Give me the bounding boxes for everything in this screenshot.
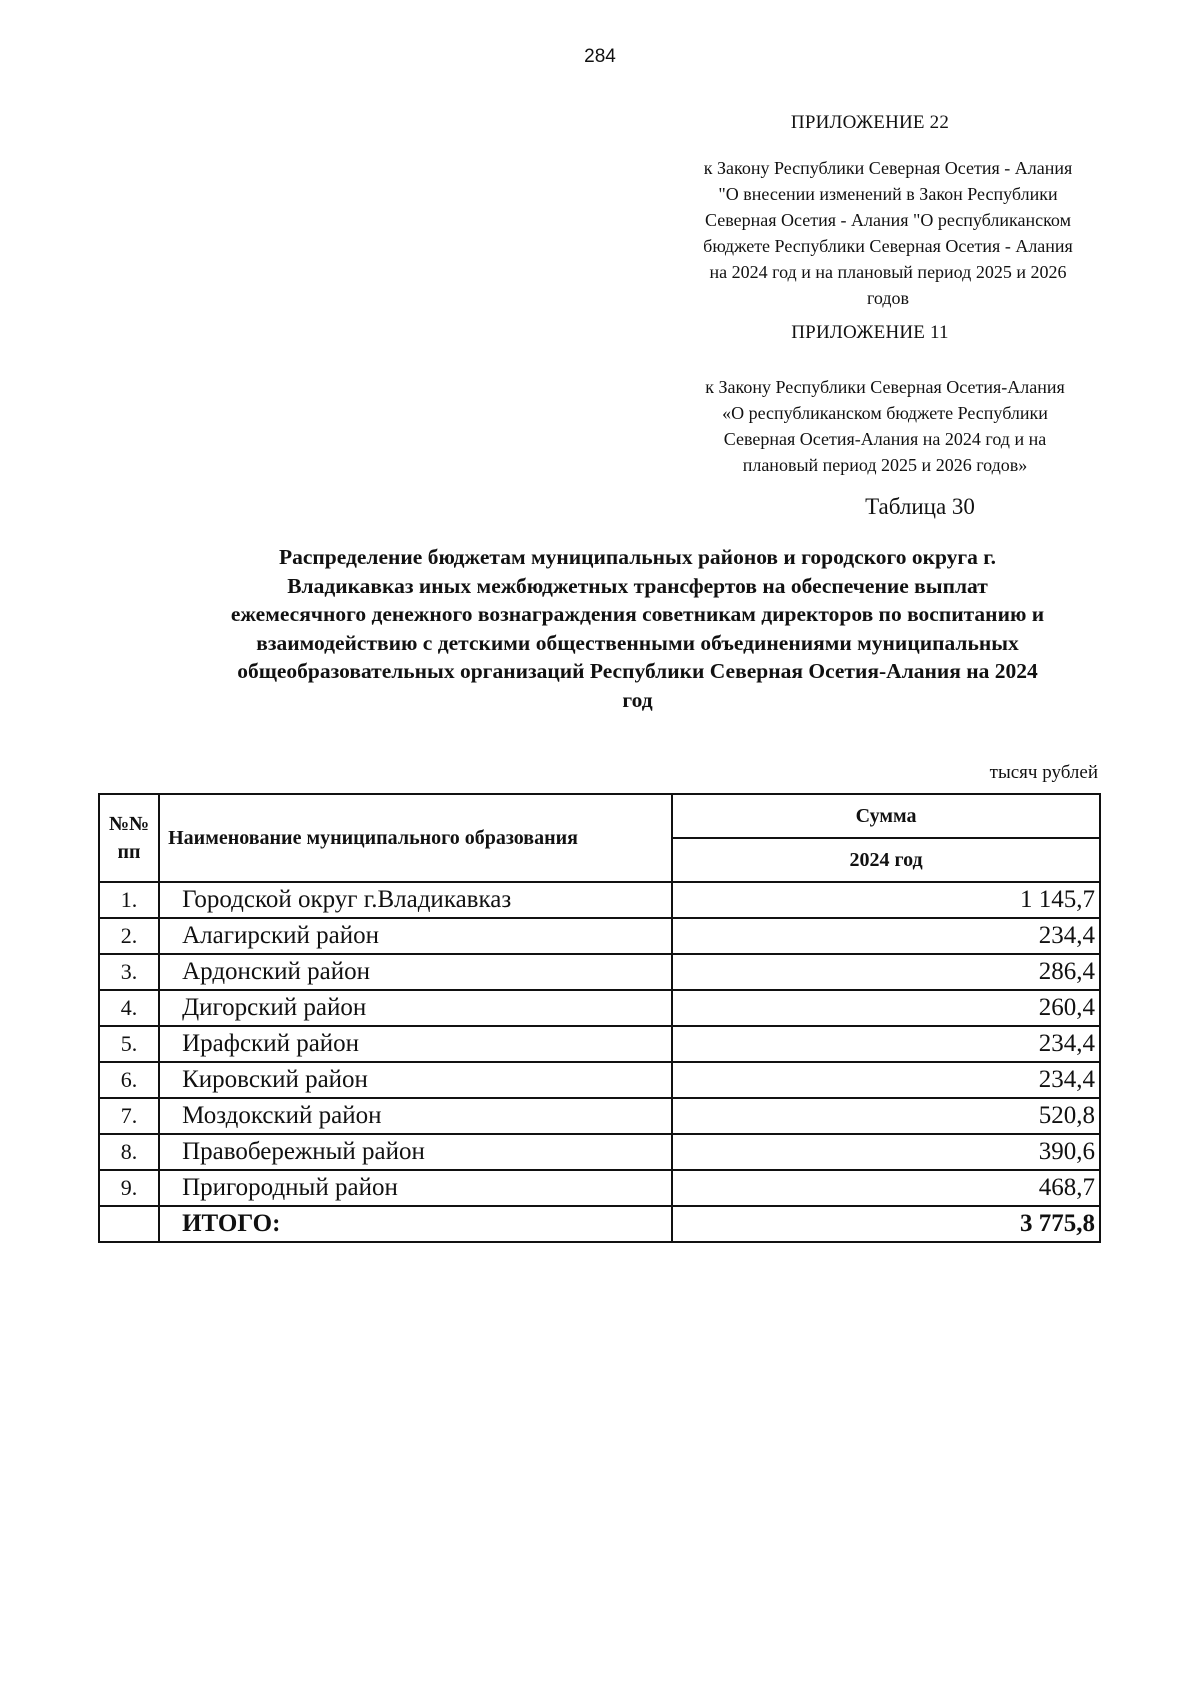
table-row xyxy=(99,1026,1100,1062)
table-row xyxy=(99,918,1100,954)
table-row xyxy=(99,1098,1100,1134)
row-value: 468,7 xyxy=(672,1170,1100,1206)
total-row xyxy=(99,1206,1100,1242)
header-name: Наименование муниципального образования xyxy=(159,794,672,882)
table-number: Таблица 30 xyxy=(865,494,975,519)
title-line: Владикавказ иных межбюджетных трансфертов на обеспечение выплат xyxy=(287,573,988,598)
row-number: 4. xyxy=(99,990,159,1026)
row-value: 234,4 xyxy=(672,918,1100,954)
total-label: ИТОГО: xyxy=(159,1206,672,1242)
table-row xyxy=(99,1170,1100,1206)
row-value: 1 145,7 xyxy=(672,882,1100,918)
table-row xyxy=(99,954,1100,990)
page-number: 284 xyxy=(584,46,616,67)
row-value: 234,4 xyxy=(672,1062,1100,1098)
row-value: 390,6 xyxy=(672,1134,1100,1170)
appendix-22-line: к Закону Республики Северная Осетия - Алания xyxy=(703,158,1073,178)
row-name: Пригородный район xyxy=(159,1170,672,1206)
row-number: 5. xyxy=(99,1026,159,1062)
header-sum: Сумма xyxy=(672,794,1100,838)
row-name: Кировский район xyxy=(159,1062,672,1098)
row-name: Городской округ г.Владикавказ xyxy=(159,882,672,918)
row-number: 9. xyxy=(99,1170,159,1206)
appendix-11-line: Северная Осетия-Алания на 2024 год и на xyxy=(723,429,1047,449)
appendix-22-line: годов xyxy=(866,288,910,308)
row-name: Алагирский район xyxy=(159,918,672,954)
total-row-number xyxy=(99,1206,159,1242)
row-name: Ирафский район xyxy=(159,1026,672,1062)
row-number: 7. xyxy=(99,1098,159,1134)
appendix-11-line: плановый период 2025 и 2026 годов» xyxy=(742,455,1028,475)
row-number: 3. xyxy=(99,954,159,990)
row-name: Ардонский район xyxy=(159,954,672,990)
units-label: тысяч рублей xyxy=(989,762,1098,783)
appendix-22-line: на 2024 год и на плановый период 2025 и 2026 xyxy=(709,262,1067,282)
header-number xyxy=(99,794,159,882)
row-name: Моздокский район xyxy=(159,1098,672,1134)
header-year: 2024 год xyxy=(672,838,1100,882)
title-line: Распределение бюджетам муниципальных районов и городского округа г. xyxy=(278,545,997,569)
appendix-22-line: Северная Осетия - Алания "О республиканском xyxy=(705,210,1071,230)
appendix-11-heading: ПРИЛОЖЕНИЕ 11 xyxy=(791,322,949,343)
header-number-line2: пп xyxy=(117,841,141,863)
distribution-table xyxy=(98,793,1101,1243)
row-value: 260,4 xyxy=(672,990,1100,1026)
table-header-row xyxy=(99,794,1100,838)
appendix-22-heading: ПРИЛОЖЕНИЕ 22 xyxy=(790,112,950,133)
row-number: 2. xyxy=(99,918,159,954)
row-name: Дигорский район xyxy=(159,990,672,1026)
table-row xyxy=(99,882,1100,918)
table-row xyxy=(99,990,1100,1026)
row-number: 1. xyxy=(99,882,159,918)
title-line: общеобразовательных организаций Республики Северная Осетия-Алания на 2024 xyxy=(237,659,1038,683)
row-number: 8. xyxy=(99,1134,159,1170)
row-value: 520,8 xyxy=(672,1098,1100,1134)
appendix-22-line: бюджете Республики Северная Осетия - Алания xyxy=(703,236,1073,256)
appendix-22-text xyxy=(668,155,1108,311)
appendix-11-line: к Закону Республики Северная Осетия-Алания xyxy=(705,377,1065,397)
appendix-22-line: "О внесении изменений в Закон Республики xyxy=(718,184,1058,204)
row-value: 286,4 xyxy=(672,954,1100,990)
title-line: год xyxy=(622,687,653,712)
row-number: 6. xyxy=(99,1062,159,1098)
row-value: 234,4 xyxy=(672,1026,1100,1062)
document-title xyxy=(160,543,1115,714)
header-number-line1: №№ xyxy=(108,813,150,835)
appendix-11-line: «О республиканском бюджете Республики xyxy=(722,403,1048,423)
table-row xyxy=(99,1134,1100,1170)
total-value: 3 775,8 xyxy=(672,1206,1100,1242)
row-name: Правобережный район xyxy=(159,1134,672,1170)
table-row xyxy=(99,1062,1100,1098)
title-line: ежемесячного денежного вознаграждения советникам директоров по воспитанию и xyxy=(230,602,1045,626)
title-line: взаимодействию с детскими общественными объединениями муниципальных xyxy=(256,630,1019,655)
appendix-11-text xyxy=(672,374,1098,478)
